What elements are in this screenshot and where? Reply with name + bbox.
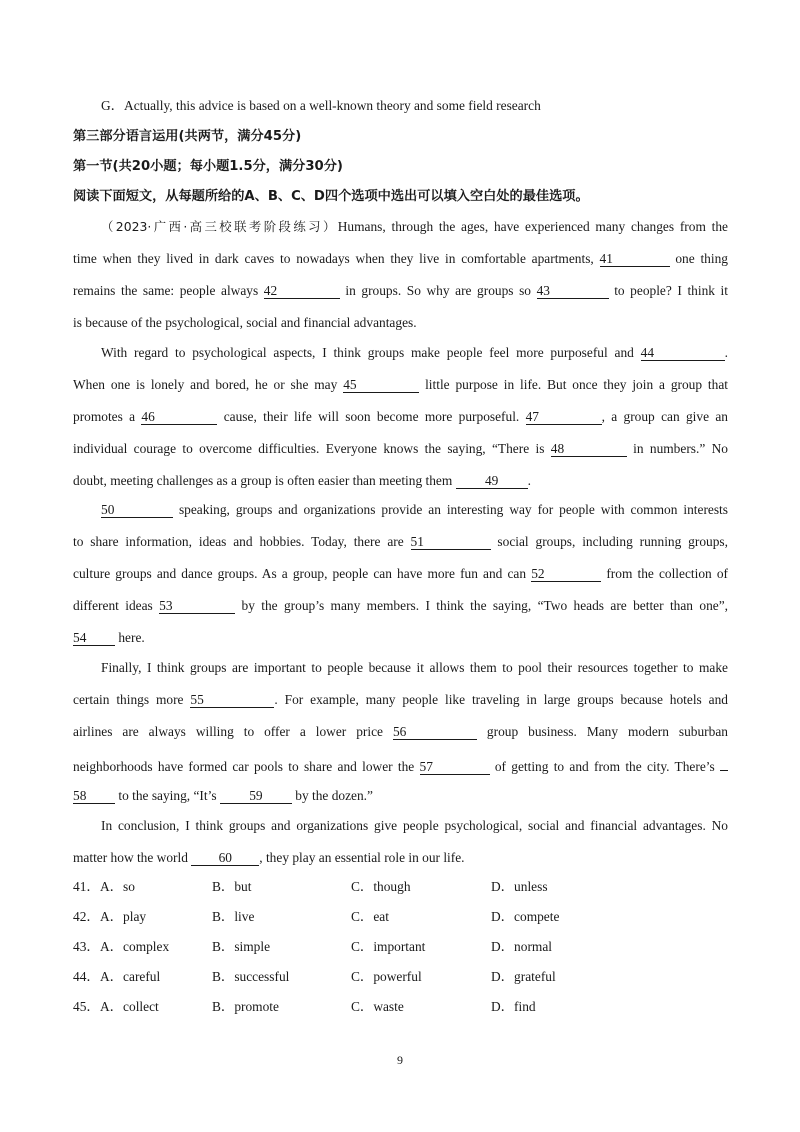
- passage-line: matter how the world 60 , they play an essential role in our life.: [73, 850, 465, 865]
- option-c: C．though: [351, 879, 411, 894]
- option-d: D．unless: [491, 879, 548, 894]
- option-a: A．careful: [100, 969, 161, 984]
- blank-51: 51: [411, 534, 491, 550]
- option-a: A．play: [100, 909, 147, 924]
- blank-52: 52: [531, 566, 601, 582]
- option-c: C．waste: [351, 999, 404, 1014]
- question-row: 45． A．collect B．promote C．waste D．find: [73, 999, 536, 1014]
- option-b: B．but: [212, 879, 252, 894]
- option-b: B．promote: [212, 999, 279, 1014]
- question-row: 41． A．so B．but C．though D．unless: [73, 879, 548, 894]
- blank-45: 45: [343, 377, 419, 393]
- blank-59: 59: [220, 788, 292, 804]
- blank-57: 57: [420, 759, 490, 775]
- option-b: B．successful: [212, 969, 290, 984]
- option-c: C．powerful: [351, 969, 422, 984]
- option-c: C．eat: [351, 909, 389, 924]
- passage-line: When one is lonely and bored, he or she may 45 little purpose in life. But once they join a group that: [73, 377, 729, 392]
- passage-line: 58 to the saying, “It’s 59 by the dozen.”: [73, 788, 373, 803]
- passage-line: to share information, ideas and hobbies. Today, there are 51 social groups, including running groups,: [73, 534, 728, 549]
- blank-50: 50: [101, 502, 173, 518]
- passage-line: airlines are always willing to offer a lower price 56 group business. Many modern suburban: [73, 724, 728, 739]
- passage-line: individual courage to overcome difficulties. Everyone knows the saying, “There is 48 in numbers.” No: [73, 441, 728, 456]
- blank-44: 44: [641, 345, 725, 361]
- blank-48: 48: [551, 441, 627, 457]
- passage-line: In conclusion, I think groups and organizations give people psychological, social and financial advantages. No: [101, 818, 728, 833]
- passage-line: 50 speaking, groups and organizations provide an interesting way for people with common interests: [101, 502, 728, 517]
- option-a: A．complex: [100, 939, 170, 954]
- blank-55: 55: [190, 692, 274, 708]
- section-title: 第三部分语言运用(共两节，满分45分): [73, 129, 302, 144]
- passage-line: is because of the psychological, social and financial advantages.: [73, 315, 417, 330]
- blank-41: 41: [600, 251, 670, 267]
- subsection-title: 第一节(共20小题；每小题1.5分，满分30分): [73, 159, 343, 174]
- blank-42: 42: [264, 283, 340, 299]
- passage-line: promotes a 46 cause, their life will soon become more purposeful. 47 , a group can give an: [73, 409, 728, 424]
- passage-line: （2023·广西·高三校联考阶段练习）Humans, through the ages, have experienced many changes from the: [101, 219, 728, 234]
- blank-46: 46: [141, 409, 217, 425]
- instruction: 阅读下面短文，从每题所给的A、B、C、D四个选项中选出可以填入空白处的最佳选项。: [73, 189, 589, 204]
- question-row: 43． A．complex B．simple C．important D．normal: [73, 939, 552, 954]
- blank-60: 60: [191, 850, 259, 866]
- passage-line: remains the same: people always 42 in groups. So why are groups so 43 to people? I think it: [73, 283, 728, 298]
- option-d: D．normal: [491, 939, 552, 954]
- option-b: B．simple: [212, 939, 271, 954]
- blank-58: 58: [73, 788, 115, 804]
- blank-56: 56: [393, 724, 477, 740]
- blank-54: 54: [73, 630, 115, 646]
- passage-line: doubt, meeting challenges as a group is often easier than meeting them 49 .: [73, 473, 532, 488]
- blank-49: 49: [456, 473, 528, 489]
- option-a: A．so: [100, 879, 135, 894]
- question-row: 44． A．careful B．successful C．powerful D．grateful: [73, 969, 556, 984]
- passage-line: certain things more 55 . For example, many people like traveling in large groups because hotels and: [73, 692, 729, 707]
- option-d: D．find: [491, 999, 536, 1014]
- passage-line: time when they lived in dark caves to nowadays when they live in comfortable apartments, 41 one thing: [73, 251, 728, 266]
- option-g: G．Actually, this advice is based on a well-known theory and some field research: [101, 98, 541, 113]
- blank-53: 53: [159, 598, 235, 614]
- option-d: D．grateful: [491, 969, 556, 984]
- question-row: 42． A．play B．live C．eat D．compete: [73, 909, 560, 924]
- option-d: D．compete: [491, 909, 560, 924]
- passage-line: different ideas 53 by the group’s many members. I think the saying, “Two heads are better than one”,: [73, 598, 728, 613]
- blank-43: 43: [537, 283, 609, 299]
- passage-line: With regard to psychological aspects, I think groups make people feel more purposeful and 44 .: [101, 345, 728, 360]
- source-label: （2023·广西·高三校联考阶段练习）: [101, 219, 338, 234]
- page-number: 9: [397, 1053, 403, 1067]
- option-b: B．live: [212, 909, 255, 924]
- passage-line: culture groups and dance groups. As a group, people can have more fun and can 52 from the collection of: [73, 566, 729, 581]
- passage-line: Finally, I think groups are important to people because it allows them to pool their resources together to make: [101, 660, 728, 675]
- blank-47: 47: [526, 409, 602, 425]
- option-a: A．collect: [100, 999, 159, 1014]
- passage-line: 54 here.: [73, 630, 145, 645]
- option-c: C．important: [351, 939, 426, 954]
- passage-line: neighborhoods have formed car pools to share and lower the 57 of getting to and from the city. There’s: [73, 755, 728, 776]
- blank-58-start: [720, 755, 728, 771]
